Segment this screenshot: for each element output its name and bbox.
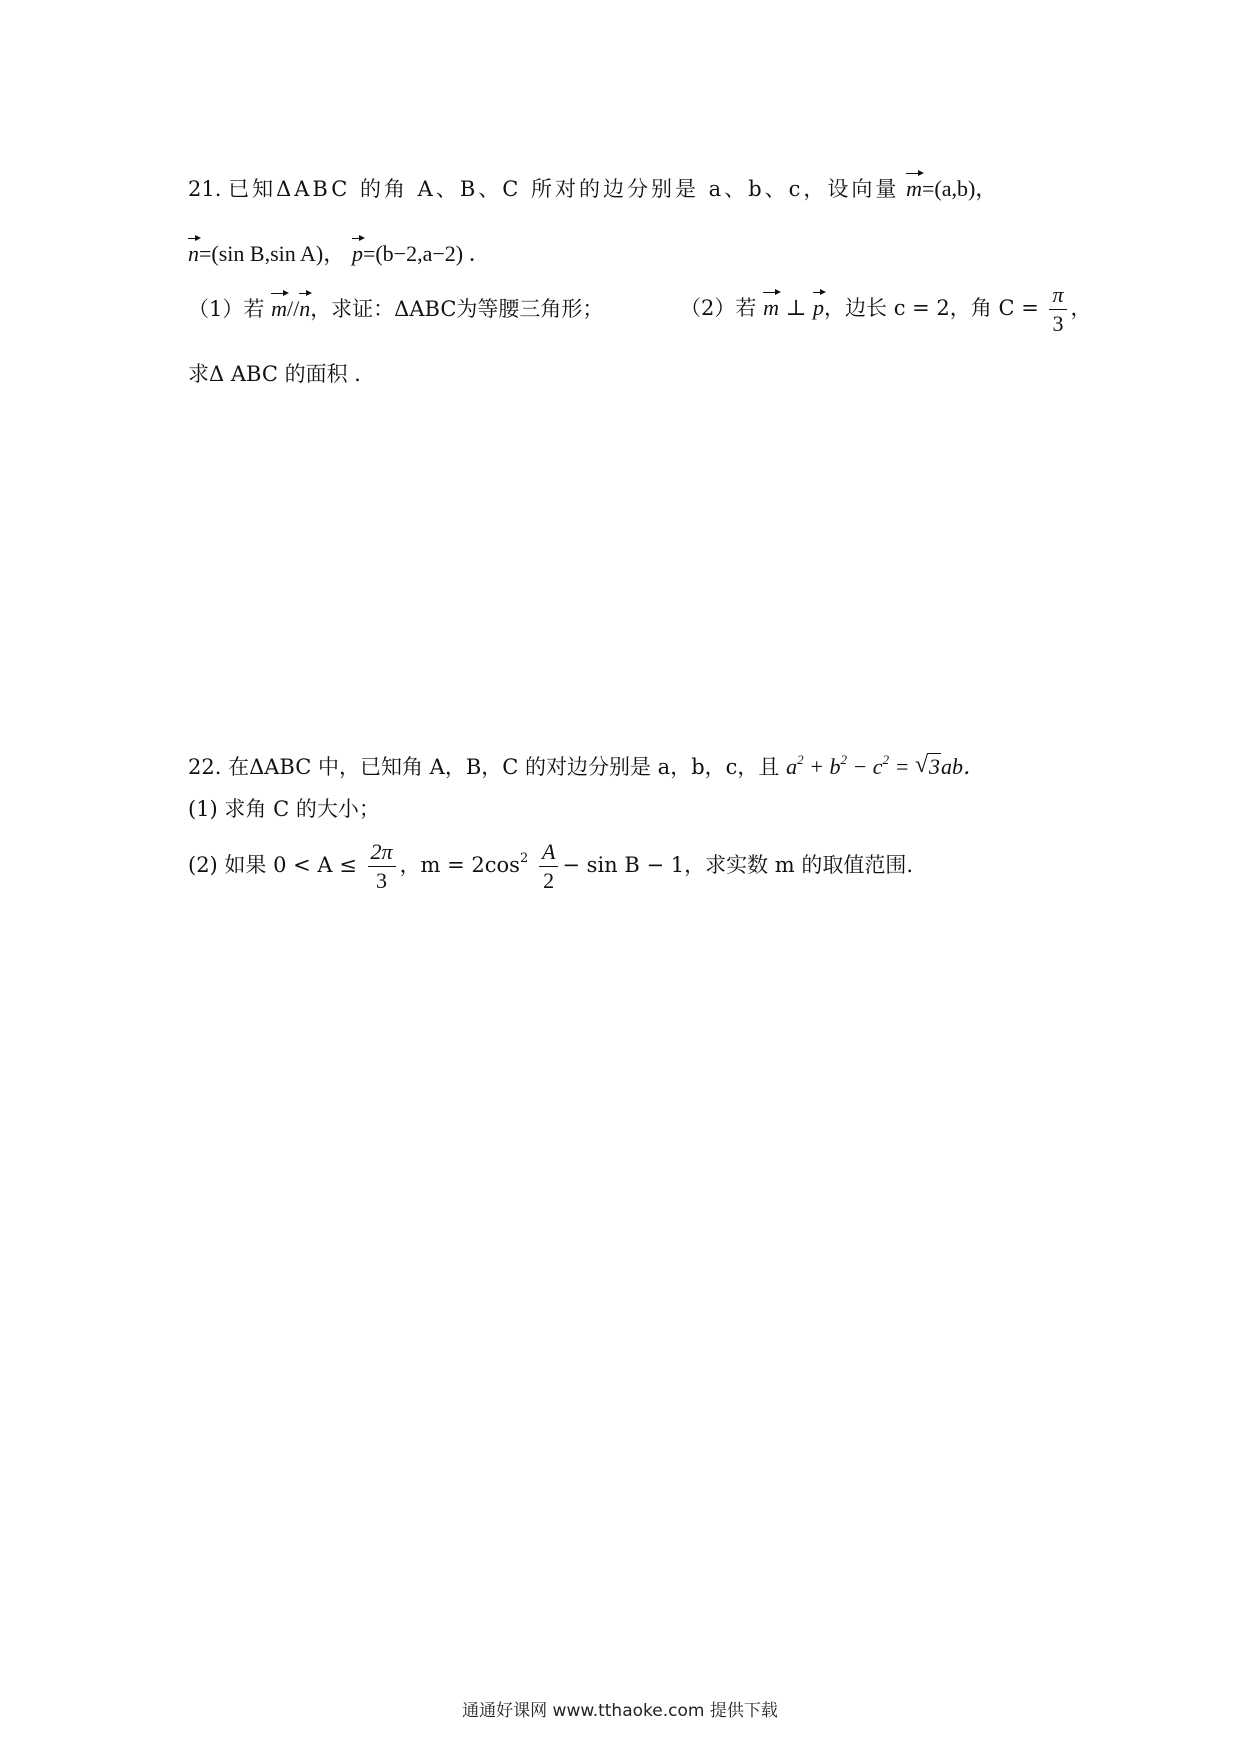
- q21-n-equation: =(sin B,sin A)，: [199, 241, 346, 266]
- fraction-denominator: 2: [543, 868, 555, 894]
- q22-line1: [188, 752, 985, 780]
- page-footer: 通通好课网 www.tthaoke.com 提供下载: [462, 1701, 778, 1721]
- fraction-denominator: 3: [376, 868, 388, 894]
- cos-exponent: 2: [519, 851, 529, 867]
- q22-part2-suffix: − sin B − 1，求实数 m 的取值范围.: [562, 853, 914, 878]
- vector-m: m: [906, 172, 922, 202]
- q22-part2-prefix: (2) 如果 0 < A ≤: [188, 853, 357, 878]
- sqrt-radicand: 3: [928, 754, 940, 779]
- q22-part2-mid: ，m = 2cos: [399, 853, 520, 878]
- fraction-denominator: 3: [1052, 311, 1064, 337]
- q21-number: 21.: [188, 177, 222, 201]
- q21-intro: 已知ΔABC 的角 A、B、C 所对的边分别是 a、b、c，设向量: [228, 177, 900, 201]
- q22-number: 22.: [188, 755, 222, 779]
- q22-line2: [188, 797, 380, 822]
- vector-m-part2: m: [763, 291, 779, 321]
- eq-equals: =: [889, 754, 915, 779]
- q21-part2-mid: ，边长 c = 2，角 C =: [824, 296, 1039, 321]
- q22-part1: (1) 求角 C 的大小；: [188, 797, 380, 821]
- q22-equation: [786, 754, 985, 779]
- vector-m-part1: m: [271, 292, 287, 322]
- fraction-numerator: π: [1049, 283, 1066, 310]
- parallel-symbol: //: [286, 296, 300, 321]
- q21-line1: [188, 172, 997, 202]
- q21-part1-prefix: （1）若: [188, 297, 265, 321]
- q22-line1-prefix: 在ΔABC 中，已知角 A，B，C 的对边分别是 a，b，c，且: [228, 755, 780, 779]
- q21-line3: [188, 292, 603, 322]
- eq-c-exponent: 2: [882, 752, 890, 767]
- eq-a: a: [786, 754, 798, 779]
- fraction-a-over-2: [539, 840, 558, 893]
- q21-part2-line2: 求Δ ABC 的面积 ．: [188, 362, 376, 386]
- fraction-2pi-over-3: [368, 840, 396, 893]
- fraction-numerator: 2π: [368, 840, 396, 867]
- q21-line4: [188, 362, 375, 387]
- fraction-pi-over-3: [1049, 283, 1066, 336]
- q21-line3-part2: [680, 283, 1092, 336]
- eq-a-exponent: 2: [797, 752, 804, 767]
- vector-p-part2: p: [813, 291, 824, 321]
- sqrt-3: [915, 754, 941, 780]
- q21-line2: [188, 237, 491, 267]
- q21-m-equation: =(a,b)，: [921, 176, 998, 201]
- perpendicular-symbol: ⊥: [785, 295, 807, 321]
- q21-p-equation: =(b−2,a−2) ．: [362, 241, 491, 266]
- q22-line3: [188, 840, 913, 893]
- eq-minus-c: − c: [846, 754, 883, 779]
- vector-n: n: [188, 237, 199, 267]
- vector-p: p: [352, 237, 363, 267]
- q21-part2-prefix: （2）若: [680, 296, 757, 321]
- eq-b-exponent: 2: [840, 752, 847, 767]
- fraction-numerator: A: [539, 840, 558, 867]
- vector-n-part1: n: [299, 292, 310, 322]
- q21-part1-suffix: ，求证：ΔABC为等腰三角形；: [310, 297, 604, 321]
- q21-part2-suffix: ，: [1070, 296, 1092, 321]
- eq-plus-b: + b: [803, 754, 841, 779]
- eq-end: ab．: [940, 754, 985, 779]
